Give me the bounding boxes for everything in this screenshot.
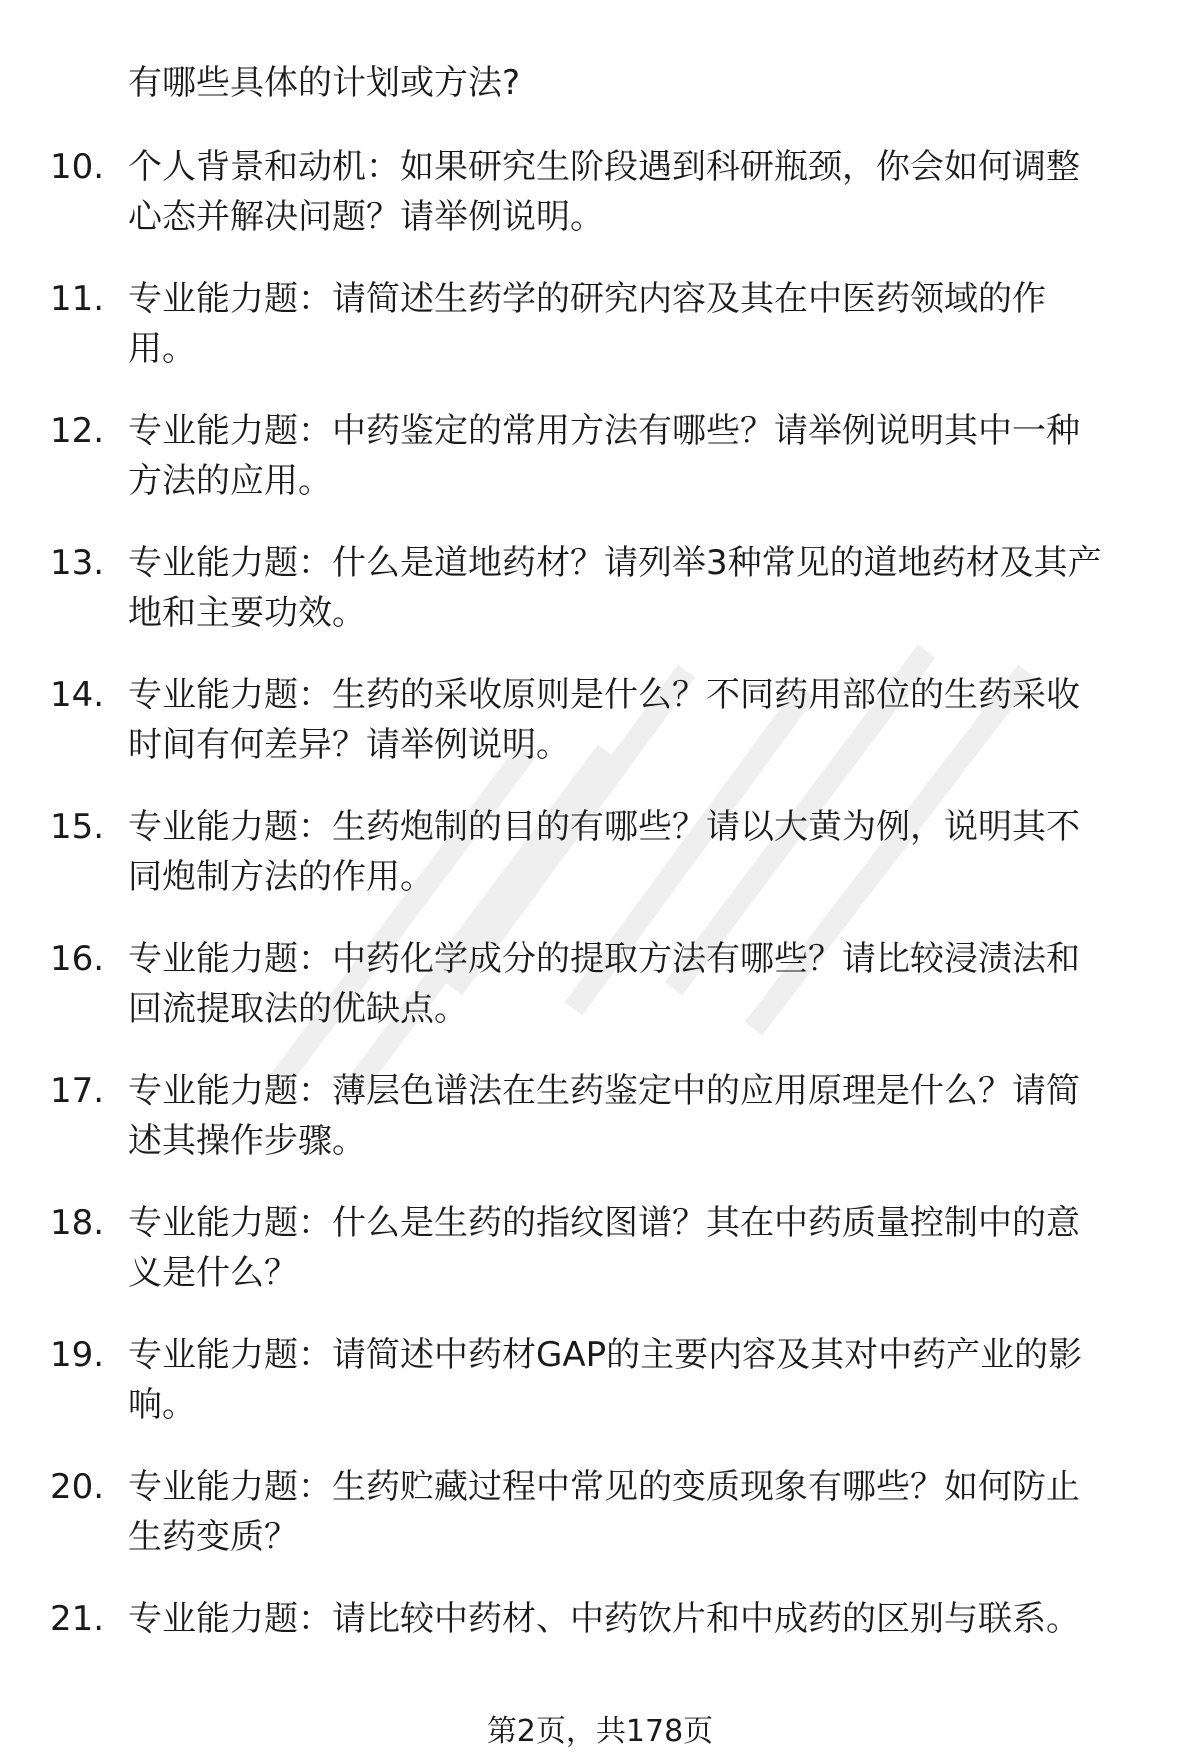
question-item (0, 538, 1200, 670)
question-number: 19. (50, 1335, 105, 1375)
question-text (128, 274, 1168, 374)
question-number: 10. (50, 147, 105, 187)
question-item (0, 1462, 1200, 1594)
question-number: 20. (50, 1467, 105, 1507)
question-item (0, 142, 1200, 274)
question-text-line: 专业能力题：生药炮制的目的有哪些？请以大黄为例，说明其不 (128, 807, 1080, 847)
question-number: 15. (50, 807, 105, 847)
question-text-line: 义是什么？ (128, 1253, 298, 1293)
question-text-line: 响。 (128, 1385, 196, 1425)
question-text (128, 1462, 1168, 1562)
question-number: 18. (50, 1203, 105, 1243)
question-text (128, 1330, 1168, 1430)
question-text-line: 用。 (128, 329, 196, 369)
question-text-line: 地和主要功效。 (128, 593, 366, 633)
question-number: 16. (50, 939, 105, 979)
question-text-line: 专业能力题：生药的采收原则是什么？不同药用部位的生药采收 (128, 675, 1080, 715)
question-text (128, 1066, 1168, 1166)
question-text (128, 406, 1168, 506)
question-text-line: 生药变质？ (128, 1517, 298, 1557)
question-text-line: 时间有何差异？请举例说明。 (128, 725, 570, 765)
question-number: 14. (50, 675, 105, 715)
question-list (0, 142, 1200, 1726)
question-text-line: 专业能力题：中药化学成分的提取方法有哪些？请比较浸渍法和 (128, 939, 1080, 979)
question-text-line: 述其操作步骤。 (128, 1121, 366, 1161)
question-item (0, 1066, 1200, 1198)
question-text (128, 802, 1168, 902)
question-item (0, 934, 1200, 1066)
question-text-line: 专业能力题：生药贮藏过程中常见的变质现象有哪些？如何防止 (128, 1467, 1080, 1507)
question-text-line: 同炮制方法的作用。 (128, 857, 434, 897)
question-text-line: 方法的应用。 (128, 461, 332, 501)
question-item (0, 1594, 1200, 1726)
question-text-line: 专业能力题：薄层色谱法在生药鉴定中的应用原理是什么？请简 (128, 1071, 1080, 1111)
question-text-line: 专业能力题：请比较中药材、中药饮片和中成药的区别与联系。 (128, 1599, 1080, 1639)
question-text-line: 专业能力题：什么是道地药材？请列举3种常见的道地药材及其产 (128, 543, 1102, 583)
page-footer: 第2页，共178页 (486, 1714, 714, 1749)
question-item (0, 274, 1200, 406)
question-text-line: 专业能力题：中药鉴定的常用方法有哪些？请举例说明其中一种 (128, 411, 1080, 451)
question-item (0, 802, 1200, 934)
question-text (128, 670, 1168, 770)
question-number: 13. (50, 543, 105, 583)
question-text (128, 1198, 1168, 1298)
question-item (0, 1198, 1200, 1330)
question-number: 12. (50, 411, 105, 451)
question-number: 17. (50, 1071, 105, 1111)
question-text-line: 心态并解决问题？请举例说明。 (128, 197, 604, 237)
question-item (0, 406, 1200, 538)
continuation-text: 有哪些具体的计划或方法? (128, 63, 521, 103)
question-text-line: 专业能力题：请简述生药学的研究内容及其在中医药领域的作 (128, 279, 1046, 319)
question-item (0, 1330, 1200, 1462)
question-number: 21. (50, 1599, 105, 1639)
question-number: 11. (50, 279, 105, 319)
question-text (128, 142, 1168, 242)
question-text-line: 专业能力题：什么是生药的指纹图谱？其在中药质量控制中的意 (128, 1203, 1080, 1243)
question-item (0, 670, 1200, 802)
question-text-line: 回流提取法的优缺点。 (128, 989, 468, 1029)
question-text (128, 1594, 1168, 1644)
question-text-line: 专业能力题：请简述中药材GAP的主要内容及其对中药产业的影 (128, 1335, 1083, 1375)
question-text (128, 538, 1168, 638)
question-text (128, 934, 1168, 1034)
question-text-line: 个人背景和动机：如果研究生阶段遇到科研瓶颈，你会如何调整 (128, 147, 1080, 187)
